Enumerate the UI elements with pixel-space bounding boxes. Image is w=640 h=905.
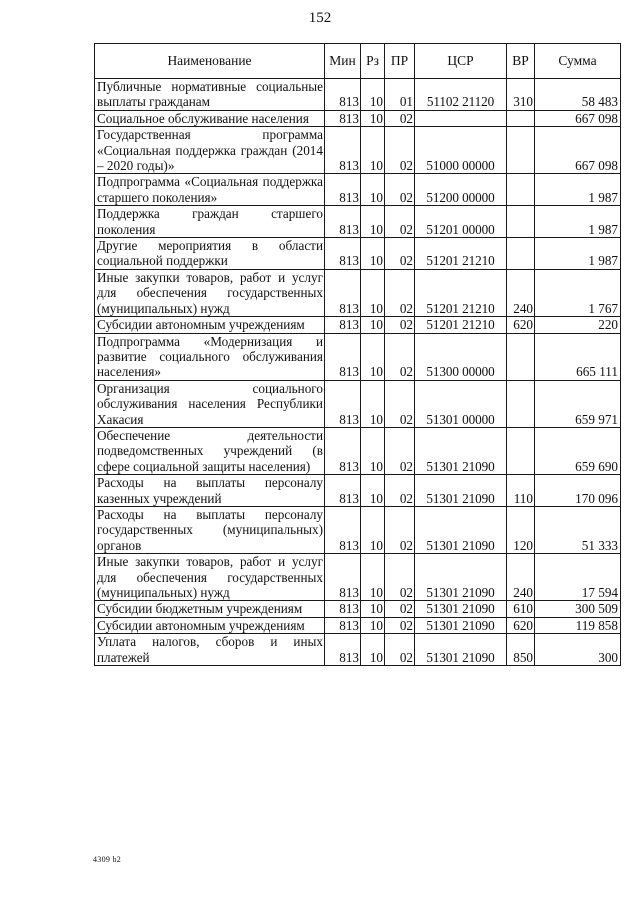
cell-min: 813 — [325, 475, 361, 507]
header-csr: ЦСР — [415, 44, 507, 79]
header-pr: ПР — [385, 44, 415, 79]
table-row — [95, 554, 621, 601]
header-rz: Рз — [361, 44, 385, 79]
cell-vr — [507, 206, 535, 238]
cell-pr: 02 — [385, 174, 415, 206]
cell-csr: 51102 21120 — [415, 79, 507, 111]
cell-rz: 10 — [361, 634, 385, 666]
cell-rz: 10 — [361, 601, 385, 617]
cell-sum: 300 509 — [535, 601, 621, 617]
table-header-row — [95, 44, 621, 79]
cell-rz: 10 — [361, 174, 385, 206]
cell-csr: 51201 21210 — [415, 317, 507, 333]
cell-sum: 665 111 — [535, 333, 621, 380]
header-vr: ВР — [507, 44, 535, 79]
cell-name: Субсидии бюджетным учреждениям — [95, 601, 325, 617]
cell-sum: 667 098 — [535, 127, 621, 174]
cell-sum: 1 987 — [535, 206, 621, 238]
cell-vr — [507, 333, 535, 380]
cell-name: Подпрограмма «Модернизация и развитие социального обслуживания населения» — [95, 333, 325, 380]
cell-vr: 620 — [507, 317, 535, 333]
cell-min: 813 — [325, 380, 361, 427]
cell-pr: 02 — [385, 269, 415, 316]
cell-name: Расходы на выплаты персоналу государственных (муниципальных) органов — [95, 506, 325, 553]
cell-pr: 02 — [385, 127, 415, 174]
cell-csr: 51301 21090 — [415, 554, 507, 601]
cell-vr: 310 — [507, 79, 535, 111]
cell-sum: 659 690 — [535, 427, 621, 474]
cell-csr: 51201 00000 — [415, 206, 507, 238]
table-row — [95, 174, 621, 206]
cell-min: 813 — [325, 174, 361, 206]
cell-pr: 02 — [385, 317, 415, 333]
cell-csr: 51200 00000 — [415, 174, 507, 206]
cell-sum: 300 — [535, 634, 621, 666]
cell-vr — [507, 380, 535, 427]
cell-csr: 51301 21090 — [415, 475, 507, 507]
table-row — [95, 127, 621, 174]
cell-name: Публичные нормативные социальные выплаты гражданам — [95, 79, 325, 111]
cell-csr: 51000 00000 — [415, 127, 507, 174]
cell-csr: 51301 21090 — [415, 601, 507, 617]
cell-pr: 02 — [385, 110, 415, 126]
cell-min: 813 — [325, 206, 361, 238]
cell-pr: 02 — [385, 634, 415, 666]
cell-name: Обеспечение деятельности подведомственных учреждений (в сфере социальной защиты населения) — [95, 427, 325, 474]
cell-pr: 02 — [385, 333, 415, 380]
cell-sum: 667 098 — [535, 110, 621, 126]
cell-min: 813 — [325, 110, 361, 126]
cell-rz: 10 — [361, 554, 385, 601]
cell-pr: 01 — [385, 79, 415, 111]
cell-min: 813 — [325, 427, 361, 474]
cell-csr: 51301 21090 — [415, 634, 507, 666]
cell-pr: 02 — [385, 554, 415, 601]
cell-name: Другие мероприятия в области социальной поддержки — [95, 238, 325, 270]
table-row — [95, 238, 621, 270]
cell-sum: 119 858 — [535, 617, 621, 633]
cell-min: 813 — [325, 554, 361, 601]
cell-name: Иные закупки товаров, работ и услуг для обеспечения государственных (муниципальных) нужд — [95, 554, 325, 601]
table-row — [95, 206, 621, 238]
cell-min: 813 — [325, 317, 361, 333]
cell-pr: 02 — [385, 617, 415, 633]
cell-sum: 1 987 — [535, 238, 621, 270]
cell-sum: 220 — [535, 317, 621, 333]
footer-mark: 4309 b2 — [93, 855, 122, 864]
cell-min: 813 — [325, 127, 361, 174]
cell-csr — [415, 110, 507, 126]
cell-vr: 240 — [507, 554, 535, 601]
cell-rz: 10 — [361, 333, 385, 380]
cell-name: Государственная программа «Социальная поддержка граждан (2014 – 2020 годы)» — [95, 127, 325, 174]
cell-min: 813 — [325, 617, 361, 633]
cell-name: Поддержка граждан старшего поколения — [95, 206, 325, 238]
table-row — [95, 269, 621, 316]
cell-rz: 10 — [361, 427, 385, 474]
cell-vr — [507, 127, 535, 174]
cell-min: 813 — [325, 506, 361, 553]
cell-csr: 51201 21210 — [415, 238, 507, 270]
cell-min: 813 — [325, 269, 361, 316]
cell-sum: 1 767 — [535, 269, 621, 316]
table-row — [95, 110, 621, 126]
header-sum: Сумма — [535, 44, 621, 79]
table-row — [95, 617, 621, 633]
table-row — [95, 333, 621, 380]
cell-min: 813 — [325, 601, 361, 617]
cell-sum: 17 594 — [535, 554, 621, 601]
cell-min: 813 — [325, 79, 361, 111]
table-row — [95, 601, 621, 617]
cell-pr: 02 — [385, 380, 415, 427]
cell-vr — [507, 238, 535, 270]
table-row — [95, 79, 621, 111]
cell-rz: 10 — [361, 269, 385, 316]
cell-name: Социальное обслуживание населения — [95, 110, 325, 126]
cell-csr: 51301 00000 — [415, 380, 507, 427]
cell-vr — [507, 110, 535, 126]
cell-min: 813 — [325, 238, 361, 270]
cell-vr: 110 — [507, 475, 535, 507]
cell-sum: 170 096 — [535, 475, 621, 507]
cell-rz: 10 — [361, 127, 385, 174]
cell-csr: 51201 21210 — [415, 269, 507, 316]
cell-vr: 240 — [507, 269, 535, 316]
cell-sum: 659 971 — [535, 380, 621, 427]
table-body — [95, 79, 621, 666]
cell-vr: 620 — [507, 617, 535, 633]
header-name: Наименование — [95, 44, 325, 79]
cell-pr: 02 — [385, 601, 415, 617]
cell-vr: 850 — [507, 634, 535, 666]
cell-rz: 10 — [361, 238, 385, 270]
cell-vr: 610 — [507, 601, 535, 617]
cell-sum: 1 987 — [535, 174, 621, 206]
cell-pr: 02 — [385, 238, 415, 270]
cell-pr: 02 — [385, 427, 415, 474]
cell-csr: 51301 21090 — [415, 617, 507, 633]
cell-name: Субсидии автономным учреждениям — [95, 317, 325, 333]
cell-sum: 58 483 — [535, 79, 621, 111]
header-min: Мин — [325, 44, 361, 79]
cell-min: 813 — [325, 634, 361, 666]
cell-rz: 10 — [361, 506, 385, 553]
cell-pr: 02 — [385, 206, 415, 238]
cell-csr: 51301 21090 — [415, 427, 507, 474]
cell-rz: 10 — [361, 317, 385, 333]
cell-pr: 02 — [385, 475, 415, 507]
cell-name: Иные закупки товаров, работ и услуг для обеспечения государственных (муниципальных) нужд — [95, 269, 325, 316]
table-row — [95, 506, 621, 553]
cell-rz: 10 — [361, 206, 385, 238]
cell-name: Расходы на выплаты персоналу казенных учреждений — [95, 475, 325, 507]
cell-rz: 10 — [361, 110, 385, 126]
cell-name: Субсидии автономным учреждениям — [95, 617, 325, 633]
table-row — [95, 380, 621, 427]
cell-csr: 51301 21090 — [415, 506, 507, 553]
cell-vr: 120 — [507, 506, 535, 553]
cell-rz: 10 — [361, 617, 385, 633]
cell-min: 813 — [325, 333, 361, 380]
cell-pr: 02 — [385, 506, 415, 553]
table-row — [95, 427, 621, 474]
cell-rz: 10 — [361, 475, 385, 507]
table-row — [95, 475, 621, 507]
cell-rz: 10 — [361, 380, 385, 427]
table-row — [95, 317, 621, 333]
page-number: 152 — [308, 10, 332, 26]
cell-csr: 51300 00000 — [415, 333, 507, 380]
cell-name: Уплата налогов, сборов и иных платежей — [95, 634, 325, 666]
cell-name: Организация социального обслуживания населения Республики Хакасия — [95, 380, 325, 427]
cell-sum: 51 333 — [535, 506, 621, 553]
cell-vr — [507, 174, 535, 206]
cell-vr — [507, 427, 535, 474]
budget-table — [94, 43, 621, 666]
cell-name: Подпрограмма «Социальная поддержка старшего поколения» — [95, 174, 325, 206]
cell-rz: 10 — [361, 79, 385, 111]
table-row — [95, 634, 621, 666]
